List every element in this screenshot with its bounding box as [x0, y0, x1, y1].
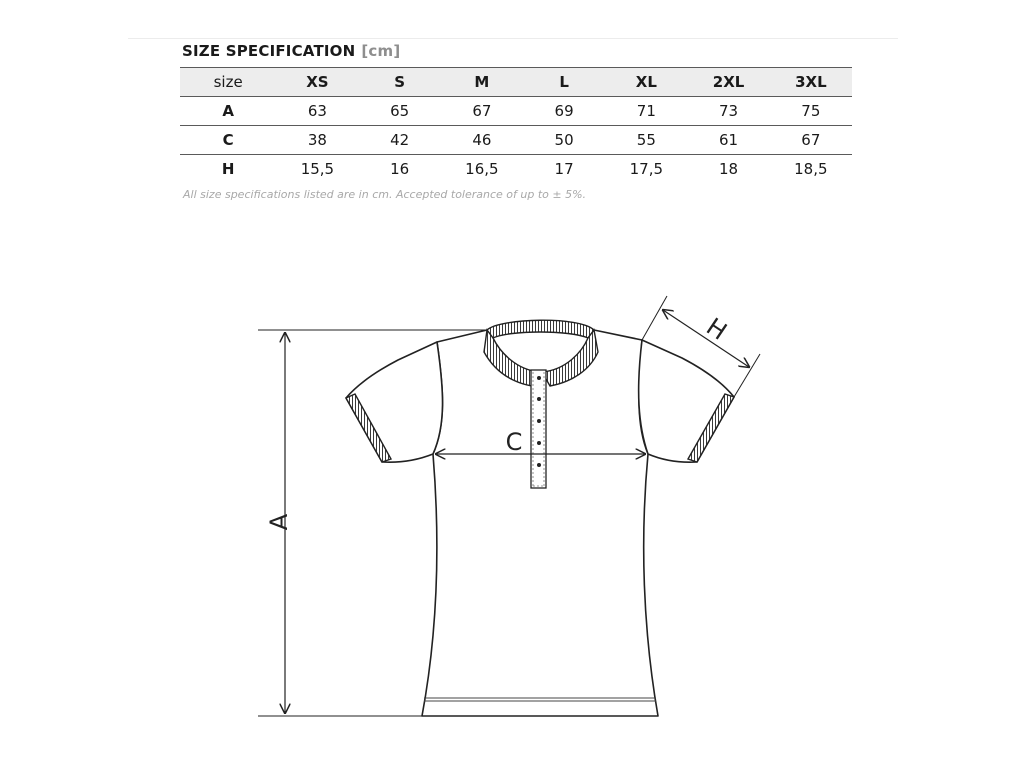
table-cell: 18 — [719, 160, 739, 178]
table-cell: 42 — [359, 126, 441, 155]
title-text: SIZE SPECIFICATION — [182, 42, 356, 60]
row-label: H — [221, 160, 235, 178]
column-header: S — [359, 68, 441, 97]
button-icon — [537, 397, 541, 401]
table-cell: 75 — [770, 97, 852, 126]
column-header: M — [441, 68, 523, 97]
row-label: A — [180, 97, 276, 126]
row-label: C — [180, 126, 276, 155]
table-cell: 67 — [770, 126, 852, 155]
table-cell: 73 — [687, 97, 769, 126]
h-extension-top — [642, 296, 667, 340]
table-cell: 63 — [276, 97, 358, 126]
button-icon — [537, 376, 541, 380]
right-sleeve — [639, 340, 734, 462]
button-icon — [537, 463, 541, 467]
column-header: 3XL — [770, 68, 852, 97]
title-unit: [cm] — [361, 42, 401, 60]
c-label: C — [505, 428, 523, 456]
column-header: XS — [276, 68, 358, 97]
table-cell: 38 — [276, 126, 358, 155]
column-header: XL — [605, 68, 687, 97]
table-cell: 16,5 — [465, 160, 499, 178]
table-cell: 15,5 — [300, 160, 335, 178]
column-header: 2XL — [687, 68, 769, 97]
table-cell: 69 — [523, 97, 605, 126]
table-cell: 61 — [687, 126, 769, 155]
table-cell: 65 — [359, 97, 441, 126]
size-column-label: size — [180, 68, 276, 97]
table-cell: 17,5 — [629, 160, 664, 178]
button-icon — [537, 441, 541, 445]
h-extension-bottom — [734, 354, 760, 397]
table-cell: 50 — [523, 126, 605, 155]
column-header: L — [523, 68, 605, 97]
table-cell: 18,5 — [794, 160, 828, 178]
table-cell: 46 — [441, 126, 523, 155]
tolerance-note: All size specifications listed are in cm. Accepted tolerance of up to ± 5%. — [183, 188, 587, 201]
a-label: A — [265, 513, 293, 531]
button-icon — [537, 419, 541, 423]
table-cell: 16 — [390, 160, 410, 178]
table-cell: 67 — [441, 97, 523, 126]
table-cell: 71 — [605, 97, 687, 126]
table-cell: 17 — [554, 160, 574, 178]
table-cell: 55 — [605, 126, 687, 155]
left-sleeve — [346, 342, 443, 462]
h-label: H — [701, 312, 732, 346]
